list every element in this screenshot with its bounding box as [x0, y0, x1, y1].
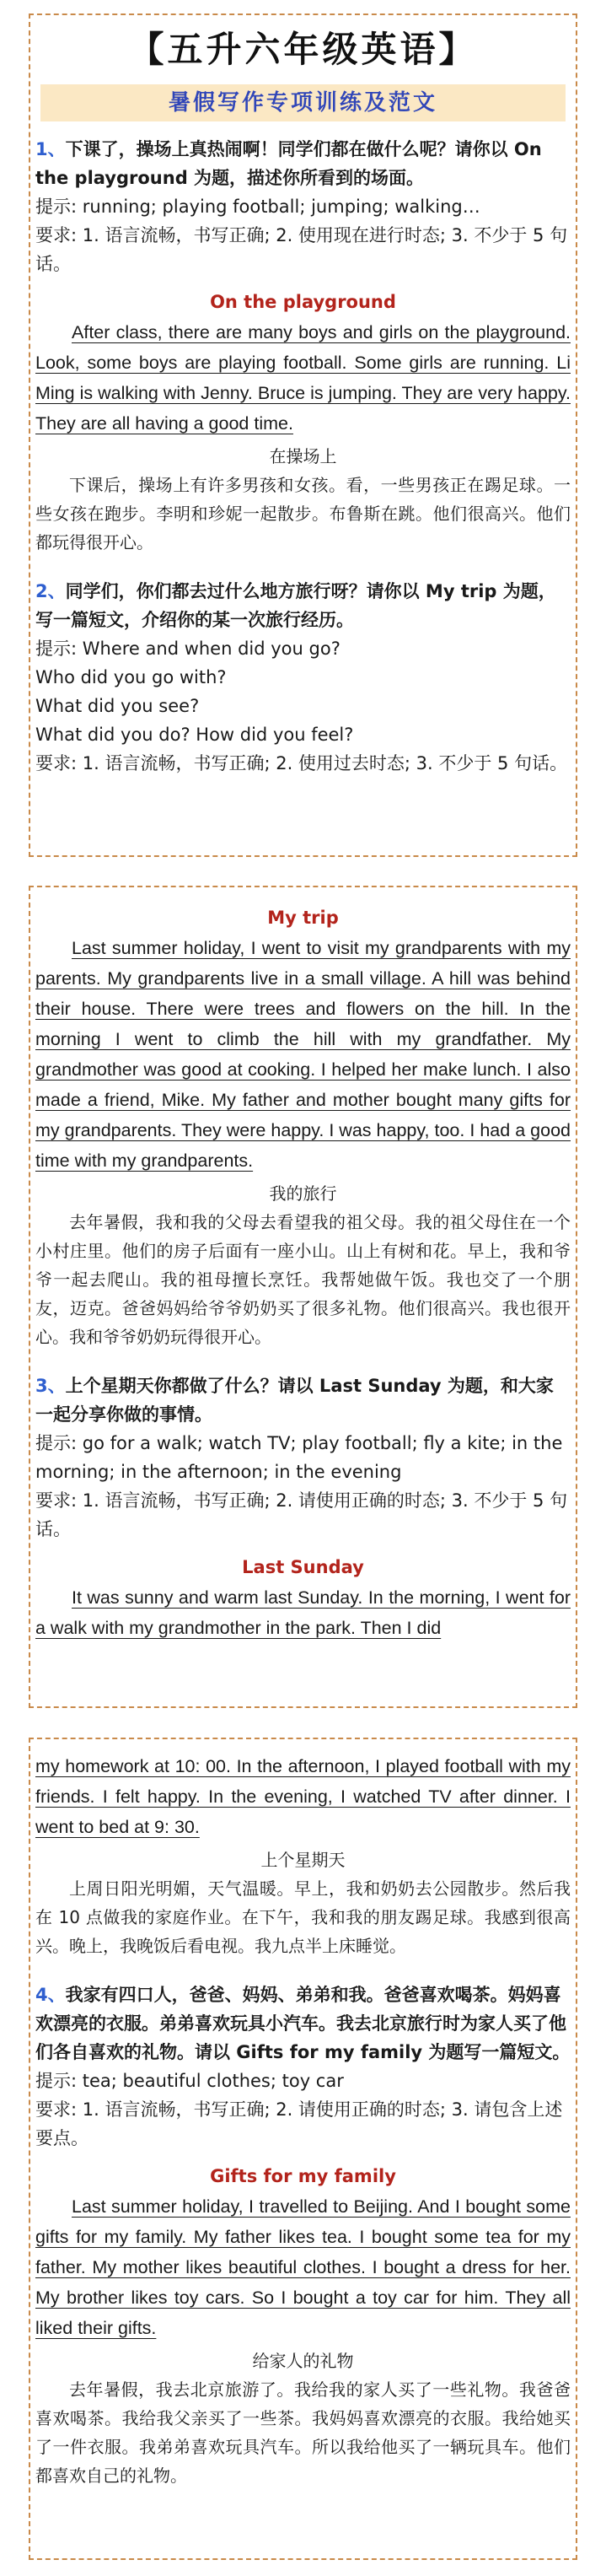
essay-1-title: On the playground [210, 292, 396, 312]
page-3 [29, 1738, 577, 2560]
essay-4-english: Last summer holiday, I travelled to Beijing. And I bought some gifts for my family. My father likes tea. I bought some tea for my father. My mother likes beautiful clothes. I bought a dress for her. My brother likes toy cars. So I bought a toy car for him. They all liked their gifts. [35, 2196, 571, 2338]
essay-1-english: After class, there are many boys and girls on the playground. Look, some boys are playing football. Some girls are running. Li Ming is walking with Jenny. Bruce is jumping. They are very happy. They are all having a good time. [35, 322, 571, 434]
question-4-number: 4、 [35, 1985, 66, 2005]
question-4-requirements: 要求: 1. 语言流畅，书写正确; 2. 请使用正确的时态; 3. 请包含上述要点。 [35, 2099, 563, 2148]
question-3-hint: 提示: go for a walk; watch TV; play football; fly a kite; in the morning; in the afternoon; in the evening [35, 1433, 563, 1482]
essay-2-title: My trip [267, 908, 339, 928]
question-2-hint-3: What did you see? [35, 696, 200, 716]
question-3 [35, 1372, 571, 1429]
essay-2-english: Last summer holiday, I went to visit my grandparents with my parents. My grandparents live in a small village. A hill was behind their house. There were trees and flowers on the hill. In the morning I went to climb the hill with my grandfather. My grandmother was good at cooking. I helped her make lunch. I also made a friend, Mike. My father and mother bought many gifts for my grandparents. They were happy. I was happy, too. I had a good time with my grandparents. [35, 938, 571, 1171]
page-2 [29, 886, 577, 1708]
essay-4-title: Gifts for my family [210, 2166, 396, 2186]
question-2-hint-2: Who did you go with? [35, 667, 227, 687]
question-1-prompt: 下课了，操场上真热闹啊！同学们都在做什么呢？请你以 On the playground 为题，描述你所看到的场面。 [35, 139, 542, 188]
page-1 [29, 13, 577, 857]
essay-4-chinese-body: 去年暑假，我去北京旅游了。我给我的家人买了一些礼物。我爸爸喜欢喝茶。我给我父亲买了一些茶。我妈妈喜欢漂亮的衣服。我给她买了一件衣服。我弟弟喜欢玩具汽车。所以我给他买了一辆玩具车。他们都喜欢自己的礼物。 [35, 2379, 571, 2486]
essay-3-chinese-body: 上周日阳光明媚，天气温暖。早上，我和奶奶去公园散步。然后我在 10 点做我的家庭作业。在下午，我和我的朋友踢足球。我感到很高兴。晚上，我晚饭后看电视。我九点半上床睡觉。 [35, 1878, 571, 1956]
question-2-number: 2、 [35, 581, 66, 601]
question-3-number: 3、 [35, 1376, 66, 1396]
essay-2-chinese-title: 我的旅行 [269, 1183, 337, 1204]
document-title: 【五升六年级英语】 [128, 29, 478, 70]
document-subtitle: 暑假写作专项训练及范文 [40, 84, 566, 121]
question-4-prompt: 我家有四口人，爸爸、妈妈、弟弟和我。爸爸喜欢喝茶。妈妈喜欢漂亮的衣服。弟弟喜欢玩具小汽车。我去北京旅行时为家人买了他们各自喜欢的礼物。请以 Gifts for my family 为题写一篇短文。 [35, 1985, 571, 2062]
question-2 [35, 577, 571, 634]
question-1-requirements: 要求: 1. 语言流畅，书写正确; 2. 使用现在进行时态; 3. 不少于 5 句话。 [35, 225, 568, 274]
essay-3-chinese-title: 上个星期天 [260, 1850, 346, 1870]
question-4 [35, 1981, 571, 2067]
question-4-hint: 提示: tea; beautiful clothes; toy car [35, 2071, 344, 2091]
essay-1-chinese-title: 在操场上 [269, 446, 337, 466]
question-3-prompt: 上个星期天你都做了什么？请以 Last Sunday 为题，和大家一起分享你做的事情。 [35, 1376, 554, 1425]
question-2-prompt: 同学们，你们都去过什么地方旅行呀？请你以 My trip 为题，写一篇短文，介绍你的某一次旅行经历。 [35, 581, 556, 630]
essay-1-chinese-body: 下课后，操场上有许多男孩和女孩。看，一些男孩正在踢足球。一些女孩在跑步。李明和珍妮一起散步。布鲁斯在跳。他们很高兴。他们都玩得很开心。 [35, 475, 571, 552]
essay-3-english-part-1: It was sunny and warm last Sunday. In the morning, I went for a walk with my grandmother in the park. Then I did [35, 1587, 571, 1638]
question-2-hint-1: 提示: Where and when did you go? [35, 639, 341, 659]
question-2-hint-4: What did you do? How did you feel? [35, 725, 354, 745]
question-1-number: 1、 [35, 139, 66, 159]
essay-3-english-part-2: my homework at 10: 00. In the afternoon, I played football with my friends. I felt happy. In the evening, I watched TV after dinner. I went to bed at 9: 30. [35, 1756, 571, 1837]
essay-3-title: Last Sunday [242, 1557, 364, 1577]
question-2-requirements: 要求: 1. 语言流畅，书写正确; 2. 使用过去时态; 3. 不少于 5 句话。 [35, 753, 568, 773]
essay-4-chinese-title: 给家人的礼物 [252, 2351, 354, 2371]
question-1 [35, 135, 571, 192]
question-1-hint: 提示: running; playing football; jumping; walking… [35, 197, 480, 217]
essay-2-chinese-body: 去年暑假，我和我的父母去看望我的祖父母。我的祖父母住在一个小村庄里。他们的房子后面有一座小山。山上有树和花。早上，我和爷爷一起去爬山。我的祖母擅长烹饪。我帮她做午饭。我也交了一个朋友，迈克。爸爸妈妈给爷爷奶奶买了很多礼物。他们很高兴。我也很开心。我和爷爷奶奶玩得很开心。 [35, 1212, 571, 1347]
question-3-requirements: 要求: 1. 语言流畅，书写正确; 2. 请使用正确的时态; 3. 不少于 5 句话。 [35, 1490, 568, 1539]
